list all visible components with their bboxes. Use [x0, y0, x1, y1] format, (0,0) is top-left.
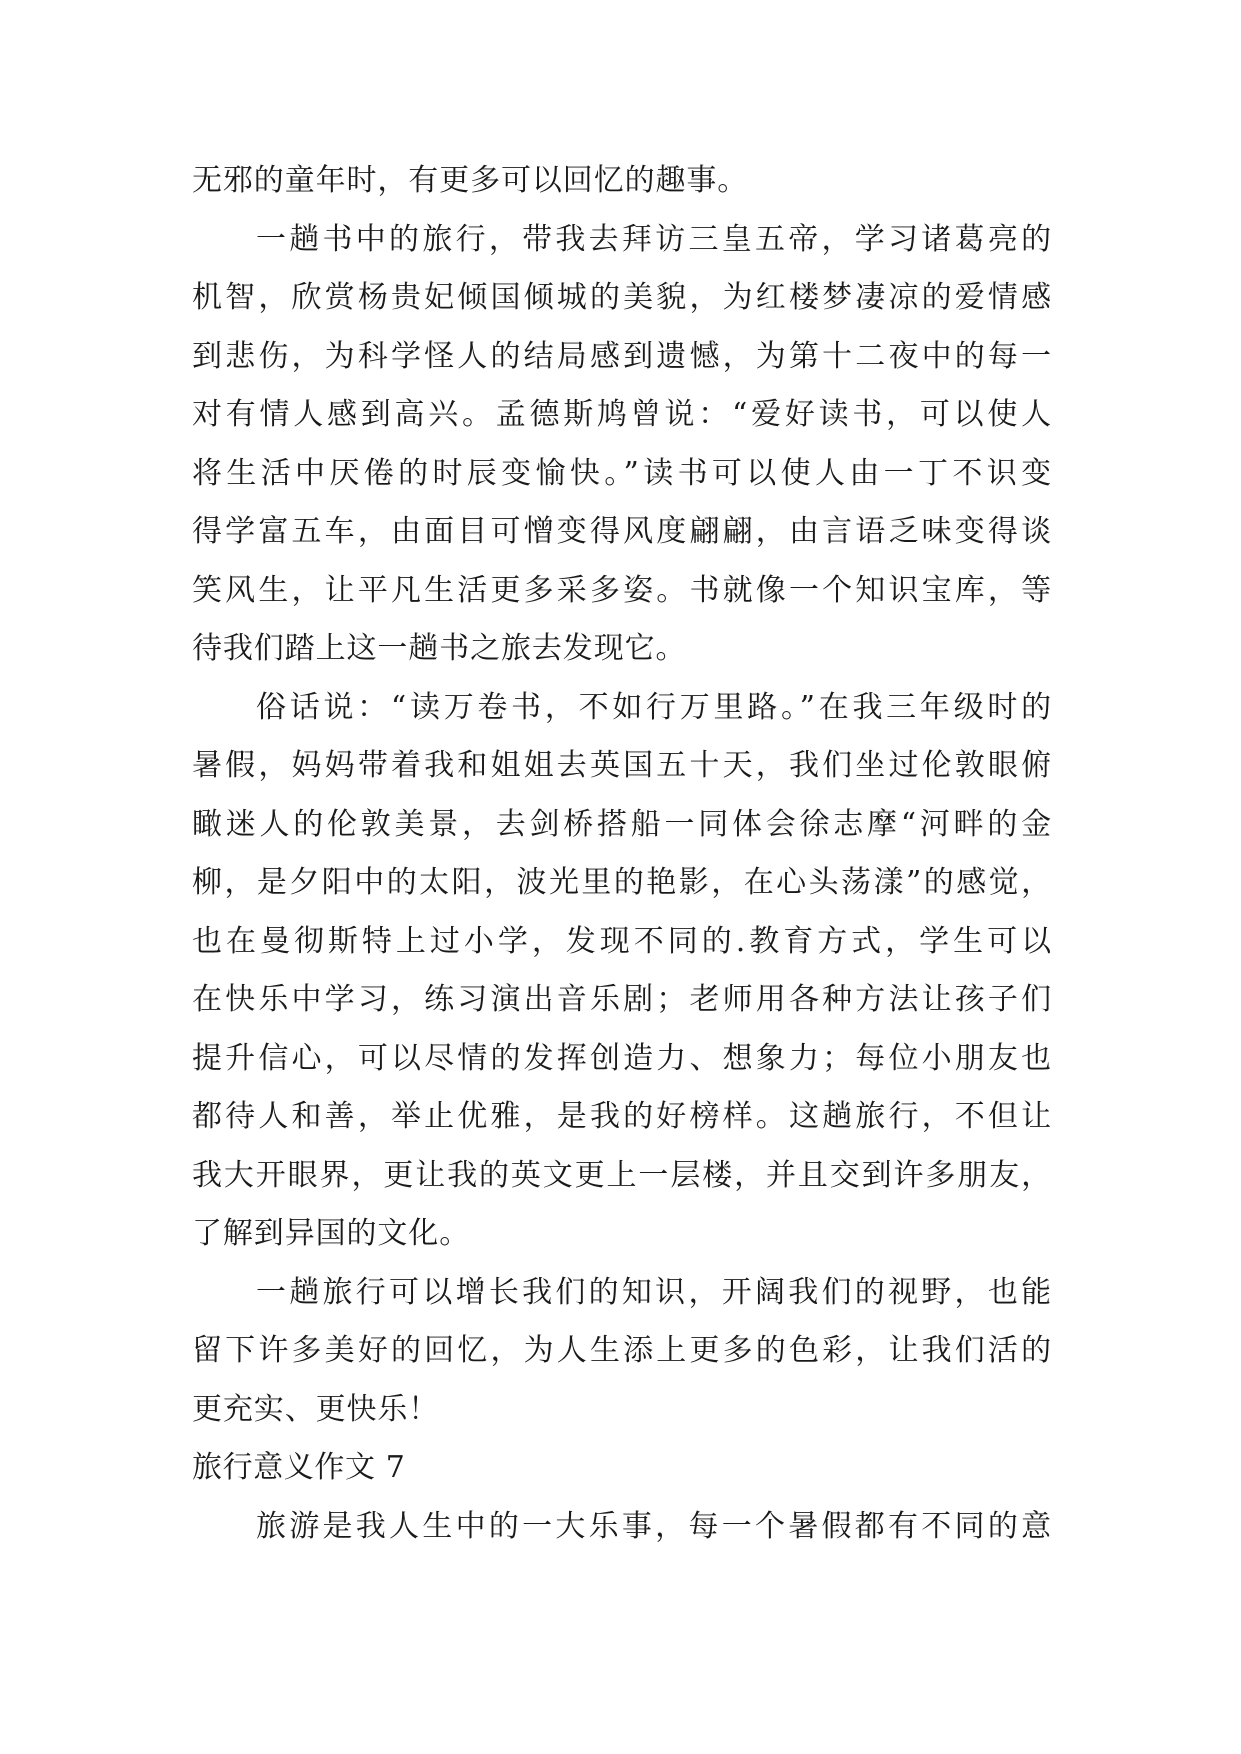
text-line: 柳，是夕阳中的太阳，波光里的艳影，在心头荡漾”的感觉，: [192, 865, 1052, 900]
text-line: 瞰迷人的伦敦美景，去剑桥搭船一同体会徐志摩“河畔的金: [192, 806, 1052, 842]
text-line: 都待人和善，举止优雅，是我的好榜样。这趟旅行，不但让: [192, 1099, 1052, 1134]
text-line: 我大开眼界，更让我的英文更上一层楼，并且交到许多朋友，: [192, 1157, 1052, 1193]
paragraph-start-line: 一趟旅行可以增长我们的知识，开阔我们的视野，也能: [256, 1274, 1052, 1310]
text-line: 在快乐中学习，练习演出音乐剧；老师用各种方法让孩子们: [192, 982, 1052, 1017]
text-line: 笑风生，让平凡生活更多采多姿。书就像一个知识宝库，等: [192, 572, 1052, 608]
text-line: 留下许多美好的回忆，为人生添上更多的色彩，让我们活的: [192, 1333, 1052, 1368]
text-line: 无邪的童年时，有更多可以回忆的趣事。: [192, 163, 749, 198]
text-line: 将生活中厌倦的时辰变愉快。”读书可以使人由一丁不识变: [192, 455, 1052, 491]
document-body: [192, 152, 1052, 1556]
text-line: 机智，欣赏杨贵妃倾国倾城的美貌，为红楼梦凄凉的爱情感: [192, 280, 1052, 315]
text-line: 得学富五车，由面目可憎变得风度翩翩，由言语乏味变得谈: [192, 514, 1052, 549]
paragraph-start-line: 旅游是我人生中的一大乐事，每一个暑假都有不同的意: [256, 1508, 1052, 1544]
paragraph-start-line: 俗话说：“读万卷书，不如行万里路。”在我三年级时的: [256, 689, 1052, 725]
text-line: 更充实、更快乐！: [192, 1391, 440, 1427]
section-heading: 旅行意义作文 7: [192, 1450, 406, 1485]
text-line: 了解到异国的文化。: [192, 1216, 471, 1251]
text-line: 待我们踏上这一趟书之旅去发现它。: [192, 631, 687, 666]
text-line: 对有情人感到高兴。孟德斯鸠曾说：“爱好读书，可以使人: [192, 397, 1052, 432]
paragraph-start-line: 一趟书中的旅行，带我去拜访三皇五帝，学习诸葛亮的: [256, 221, 1052, 257]
text-line: 到悲伤，为科学怪人的结局感到遗憾，为第十二夜中的每一: [192, 338, 1052, 374]
text-line: 提升信心，可以尽情的发挥创造力、想象力；每位小朋友也: [192, 1040, 1052, 1076]
text-line: 也在曼彻斯特上过小学，发现不同的.教育方式，学生可以: [192, 923, 1052, 959]
text-line: 暑假，妈妈带着我和姐姐去英国五十天，我们坐过伦敦眼俯: [192, 748, 1052, 783]
